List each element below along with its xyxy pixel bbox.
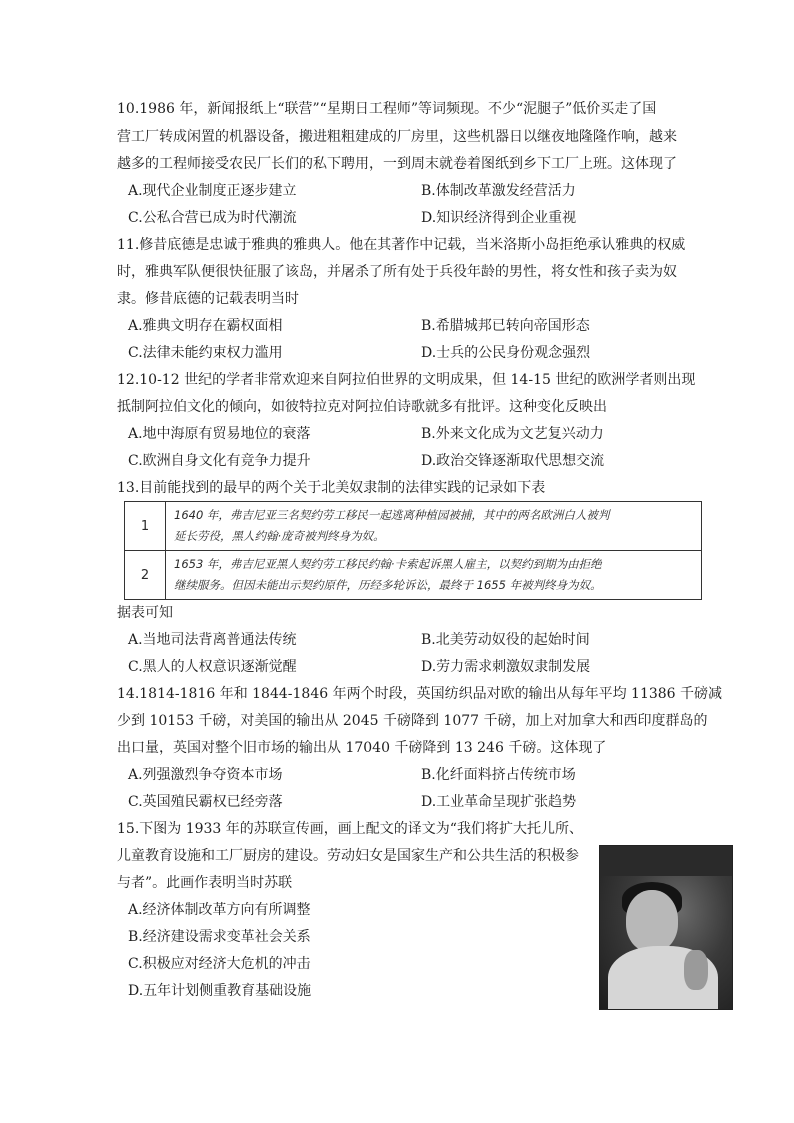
q13-option-a[interactable]: A.当地司法背离普通法传统	[128, 632, 297, 648]
q15-option-d[interactable]: D.五年计划侧重教育基础设施	[128, 983, 312, 999]
table-cell-text	[166, 502, 702, 551]
poster-background	[600, 846, 732, 876]
table-cell-text	[166, 551, 702, 600]
q13-line-1: 13.目前能找到的最早的两个关于北美奴隶制的法律实践的记录如下表	[117, 480, 546, 496]
q14-line-1: 14.1814-1816 年和 1844-1846 年两个时段，英国纺织品对欧的输出从每年平均 11386 千磅减	[117, 686, 723, 702]
q10-option-c[interactable]: C.公私合营已成为时代潮流	[128, 210, 297, 226]
q12-option-b[interactable]: B.外来文化成为文艺复兴动力	[421, 426, 604, 442]
table-row-number: 2	[125, 551, 166, 600]
q14-option-a[interactable]: A.列强激烈争夺资本市场	[128, 767, 283, 783]
q12-option-d[interactable]: D.政治交锋逐渐取代思想交流	[421, 453, 605, 469]
q14-option-c[interactable]: C.英国殖民霸权已经旁落	[128, 794, 283, 810]
q15-line-3: 与者”。此画作表明当时苏联	[117, 875, 293, 891]
q15-line-1: 15.下图为 1933 年的苏联宣传画，画上配文的译文为“我们将扩大托儿所、	[117, 821, 583, 837]
table-cell-line: 1653 年，弗吉尼亚黑人契约劳工移民约翰·卡索起诉黑人雇主，以契约到期为由拒绝	[174, 557, 602, 571]
q10-option-a[interactable]: A.现代企业制度正逐步建立	[128, 183, 297, 199]
q14-option-b[interactable]: B.化纤面料挤占传统市场	[421, 767, 576, 783]
q14-line-2: 少到 10153 千磅，对美国的输出从 2045 千磅降到 1077 千磅，加上对加拿大和西印度群岛的	[117, 713, 708, 729]
q11-line-1: 11.修昔底德是忠诚于雅典的雅典人。他在其著作中记载，当米洛斯小岛拒绝承认雅典的权威	[117, 237, 686, 253]
q13-option-b[interactable]: B.北美劳动奴役的起始时间	[421, 632, 590, 648]
q15-line-2: 儿童教育设施和工厂厨房的建设。劳动妇女是国家生产和公共生活的积极参	[117, 848, 579, 864]
table-cell-line: 延长劳役，黑人约翰·庞奇被判终身为奴。	[174, 529, 385, 543]
q11-option-b[interactable]: B.希腊城邦已转向帝国形态	[421, 318, 590, 334]
table-row	[125, 502, 702, 551]
propaganda-poster-image	[599, 845, 733, 1010]
q14-option-d[interactable]: D.工业革命呈现扩张趋势	[421, 794, 577, 810]
table-cell-line: 1640 年，弗吉尼亚三名契约劳工移民一起逃离种植园被捕，其中的两名欧洲白人被判	[174, 508, 610, 522]
q10-option-b[interactable]: B.体制改革激发经营活力	[421, 183, 576, 199]
q12-line-1: 12.10-12 世纪的学者非常欢迎来自阿拉伯世界的文明成果，但 14-15 世纪的欧洲学者则出现	[117, 372, 696, 388]
table-cell-line: 继续服务。但因未能出示契约原件，历经多轮诉讼，最终于 1655 年被判终身为奴。	[174, 578, 602, 592]
table-row	[125, 551, 702, 600]
q13-after-table: 据表可知	[117, 605, 173, 621]
poster-hand	[684, 950, 708, 990]
poster-face	[626, 890, 678, 952]
q12-option-a[interactable]: A.地中海原有贸易地位的衰落	[128, 426, 311, 442]
q12-line-2: 抵制阿拉伯文化的倾向，如彼特拉克对阿拉伯诗歌就多有批评。这种变化反映出	[117, 399, 607, 415]
q12-option-c[interactable]: C.欧洲自身文化有竞争力提升	[128, 453, 311, 469]
q13-option-d[interactable]: D.劳力需求刺激奴隶制发展	[421, 659, 591, 675]
q15-option-a[interactable]: A.经济体制改革方向有所调整	[128, 902, 311, 918]
records-table	[124, 501, 702, 600]
q15-option-c[interactable]: C.积极应对经济大危机的冲击	[128, 956, 311, 972]
q14-line-3: 出口量，英国对整个旧市场的输出从 17040 千磅降到 13 246 千磅。这体现了	[117, 740, 607, 756]
q11-option-a[interactable]: A.雅典文明存在霸权面相	[128, 318, 283, 334]
q10-option-d[interactable]: D.知识经济得到企业重视	[421, 210, 577, 226]
q13-option-c[interactable]: C.黑人的人权意识逐渐觉醒	[128, 659, 297, 675]
q11-option-d[interactable]: D.士兵的公民身份观念强烈	[421, 345, 591, 361]
table-row-number: 1	[125, 502, 166, 551]
q11-option-c[interactable]: C.法律未能约束权力滥用	[128, 345, 283, 361]
q10-line-3: 越多的工程师接受农民厂长们的私下聘用，一到周末就卷着图纸到乡下工厂上班。这体现了	[117, 156, 677, 172]
q11-line-2: 时，雅典军队便很快征服了该岛，并屠杀了所有处于兵役年龄的男性，将女性和孩子卖为奴	[117, 264, 677, 280]
q11-line-3: 隶。修昔底德的记载表明当时	[117, 291, 299, 307]
q15-option-b[interactable]: B.经济建设需求变革社会关系	[128, 929, 311, 945]
q10-line-1: 10.1986 年，新闻报纸上“联营”“星期日工程师”等词频现。不少“泥腿子”低价买走了国	[117, 101, 657, 117]
q10-line-2: 营工厂转成闲置的机器设备，搬进粗粗建成的厂房里，这些机器日以继夜地隆隆作响，越来	[117, 129, 677, 145]
